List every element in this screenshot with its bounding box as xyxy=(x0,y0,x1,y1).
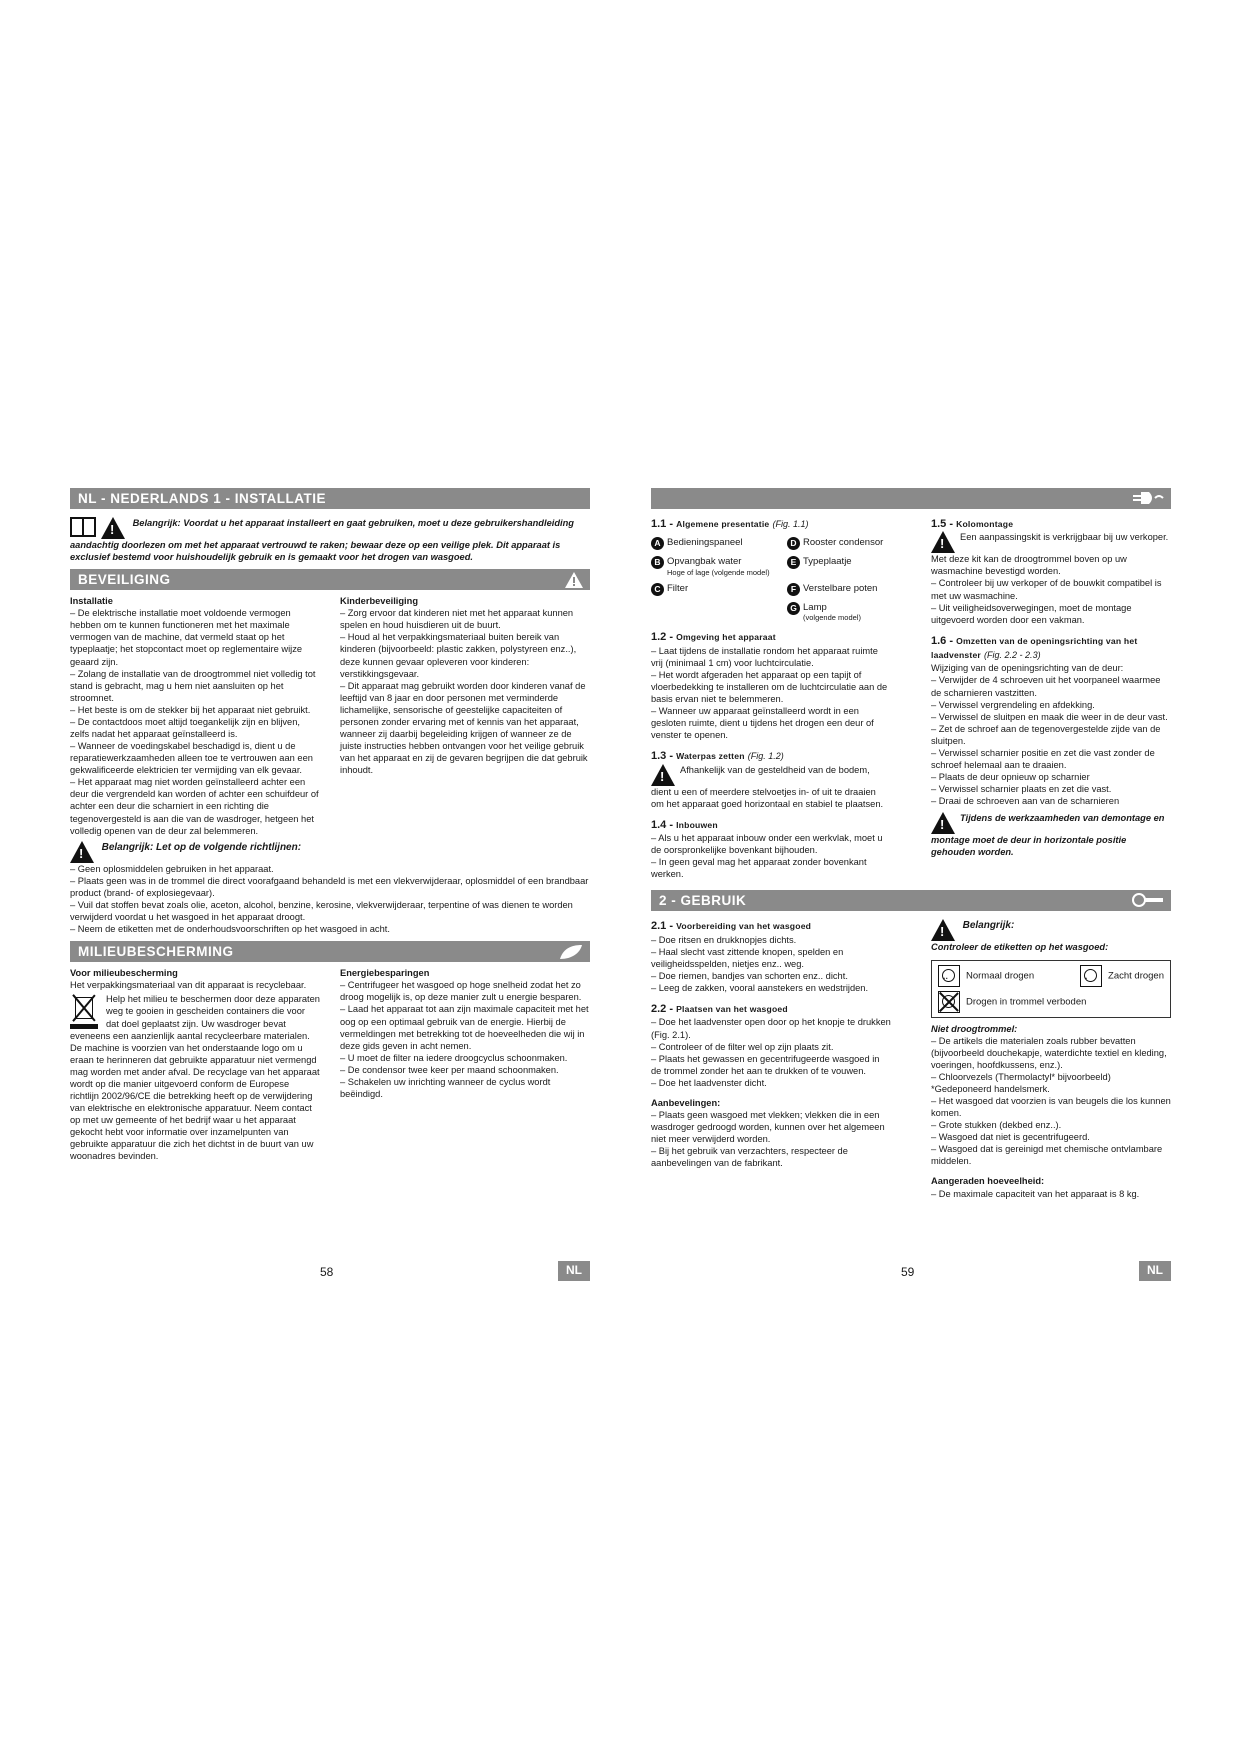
beveiliging-header xyxy=(70,569,590,590)
warning-icon xyxy=(931,919,955,941)
s16-text: Wijziging van de openingsrichting van de deur: – Verwijder de 4 schroeven uit het voorpaneel waarmee de scharnieren vastzitten. – Verwissel vergrendeling en afdekking. – Verwissel de sluitpen en maak die weer in de deur vast. – Zet de schroef aan de tegenovergestelde zijde van de sluitpen. – Verwissel scharnier positie en zet die vast zonder de schroef helemaal aan te draaien. – Plaats de deur opnieuw op scharnier – Verwissel scharnier plaats en zet die vast. – Draai de schroeven aan van de scharnieren xyxy=(931,663,1168,807)
care-symbols xyxy=(931,960,1171,1018)
legend-spacer xyxy=(651,602,781,623)
language-tag: NL xyxy=(558,1261,590,1281)
right-header-bar xyxy=(651,488,1171,509)
aanbevelingen-title: Aanbevelingen: xyxy=(651,1097,721,1108)
legend-item: F Verstelbare poten xyxy=(787,583,907,596)
s21-text: – Doe ritsen en drukknopjes dichts. – Haal slecht vast zittende knopen, spelden en veiligheidsspelden, nietjes enz.. weg. – Doe riemen, bandjes van schorten enz.. dicht. – Leeg de zakken, vooral aanstekers en wedstrijden. xyxy=(651,934,869,994)
richtlijnen-title: Belangrijk: Let op de volgende richtlijnen: xyxy=(101,841,302,853)
right-page xyxy=(651,488,1171,1283)
s15-body: !Een aanpassingskit is verkrijgbaar bij uw verkoper. Met deze kit kan de droogtrommel boven op uw wasmachine bevestigd worden. – Controleer bij uw verkoper of de bouwkit compatibel is met uw wasmachine. – Uit veiligheidsoverwegingen, moet de montage uitgevoerd worden door een vakman. xyxy=(931,531,1171,625)
manual-book-icon xyxy=(70,517,96,537)
s22-title: 2.2 - Plaatsen van het wasgoed xyxy=(651,1003,788,1016)
no-tumble-dry-icon xyxy=(938,991,960,1013)
installatie-text: – De elektrische installatie moet voldoende vermogen hebben om te kunnen functioneren met het maximale vermogen van de machine, dat vermeld staat op het typeplaatje; het stopcontact moet op reglementaire wijze geaard zijn. – Zolang de installatie van de droogtrommel niet volledig tot stand is gebracht, mag u hem niet aansluiten op het stroomnet. – Het beste is om de stekker bij het apparaat niet gebruikt. – De contactdoos moet altijd toegankelijk zijn en blijven, zelfs nadat het apparaat geïnstalleerd is. – Wanneer de voedingskabel beschadigd is, dient u de reparatiewerkzaamheden alleen toe te vertrouwen aan een gekwalificeerde elektricien ter vermijding van elk gevaar. – Het apparaat mag niet worden geïnstalleerd achter een deur die vergrendeld kan worden of achter een schuifdeur of achter een deur die scharniert in een richting die tegenovergesteld is aan die van de wasdroger, hetgeen het volledig openen van de deur zal belemmeren. xyxy=(70,608,319,836)
intro-text: Belangrijk: Voordat u het apparaat installeert en gaat gebruiken, moet u deze gebruikershandleiding aandachtig doorlezen om met het apparaat vertrouwd te raken; bewaar deze op een veilige plek. Dit apparaat is exclusief bestemd voor huishoudelijk gebruik en is gemaakt voor het drogen van wasgoed. xyxy=(70,518,574,563)
hoeveelheid-text: – De maximale capaciteit van het apparaat is 8 kg. xyxy=(931,1188,1140,1199)
gebruik-header xyxy=(651,890,1171,911)
warning-icon xyxy=(931,531,955,553)
normal-dry-icon: ·· xyxy=(938,965,960,987)
legend-item: A Bedieningspaneel xyxy=(651,537,781,550)
verboden-label: Drogen in trommel verboden xyxy=(966,996,1087,1008)
hoeveelheid-title: Aangeraden hoeveelheid: xyxy=(931,1176,1045,1187)
legend-item: E Typeplaatje xyxy=(787,556,907,577)
page-number: 59 xyxy=(901,1265,915,1279)
voor-milieu-subtitle: Voor milieubescherming xyxy=(70,968,178,979)
kinderbeveiliging-text: – Zorg ervoor dat kinderen niet met het apparaat kunnen spelen en houd huisdieren uit de buurt. – Houd al het verpakkingsmateriaal buiten bereik van kinderen (bijvoorbeeld: plastic zakken, polystyreen enz..), deze kunnen gevaar opleveren voor kinderen: verstikkingsgevaar. – Dit apparaat mag gebruikt worden door kinderen vanaf de leeftijd van 8 jaar en door personen met verminderde lichamelijke, sensorische of geestelijke capaciteiten of personen zonder ervaring met of kennis van het apparaat, wanneer zij daarbij begeleiding krijgen of wanneer ze de juiste instructies hebben ontvangen voor het veilige gebruik van het apparaat en zij de gevaren begrijpen die dat gebruik inhoudt. xyxy=(340,608,588,776)
s12-text: – Laat tijdens de installatie rondom het apparaat ruimte vrij (minimaal 1 cm) voor luchtcirculatie. – Het wordt afgeraden het apparaat op een tapijt of vloerbedekking te installeren om de luchtcirculatie aan de basis ervan niet te belemmeren. – Wanneer uw apparaat geïnstalleerd wordt in een gesloten ruimte, dient u tijdens het drogen een deur of venster te openen. xyxy=(651,645,888,741)
milieu-header xyxy=(70,941,590,962)
legend-item: G Lamp (volgende model) xyxy=(787,602,907,623)
warning-header-icon xyxy=(564,571,584,595)
legend-item: B Opvangbak water Hoge of lage (volgende model) xyxy=(651,556,781,577)
beveiliging-body xyxy=(70,590,590,837)
s13-body: !Afhankelijk van de gesteldheid van de bodem, dient u een of meerdere stelvoetjes in- of uit te draaien om het apparaat goed horizontaal en stabiel te plaatsen. xyxy=(651,764,891,810)
s21-title: 2.1 - Voorbereiding van het wasgoed xyxy=(651,920,812,933)
s22-text: – Doe het laadvenster open door op het knopje te drukken (Fig. 2.1). – Controleer of de filter wel op zijn plaats zit. – Plaats het gewassen en gecentrifugeerde wasgoed in de trommel zonder het aan te drukken of te vouwen. – Doe het laadvenster dicht. xyxy=(651,1017,891,1088)
warning-icon xyxy=(70,841,94,863)
page-number: 58 xyxy=(320,1265,334,1279)
language-tag: NL xyxy=(1139,1261,1171,1281)
left-page xyxy=(70,488,590,1283)
niet-text: – De artikels die materialen zoals rubber bevatten (bijvoorbeeld douchekapje, waterdichte textiel en kleding, voeringen, hoofdkussens, enz.). – Chloorvezels (Thermolactyl* bijvoorbeeld) *Gedeponeerd handelsmerk. – Het wasgoed dat voorzien is van beugels die los kunnen komen. – Grote stukken (dekbed enz..). – Wasgoed dat niet is gecentrifugeerd. – Wasgoed dat is gereinigd met chemische ontvlambare middelen. xyxy=(931,1035,1171,1167)
legend-item: C Filter xyxy=(651,583,781,596)
energie-subtitle: Energiebesparingen xyxy=(340,968,430,979)
s15-title: 1.5 - Kolomontage xyxy=(931,518,1014,530)
s12-title: 1.2 - Omgeving het apparaat xyxy=(651,631,776,644)
s16-title: 1.6 - Omzetten van de openingsrichting van het laadvenster (Fig. 2.2 - 2.3) xyxy=(931,634,1138,661)
normaal-label: Normaal drogen xyxy=(966,970,1035,982)
intro-note xyxy=(70,517,590,563)
left-footer xyxy=(70,1261,590,1283)
belangrijk-note: ! Belangrijk: Controleer de etiketten op het wasgoed: xyxy=(931,919,1171,953)
milieu-title: MILIEUBESCHERMING xyxy=(78,944,234,960)
legend-item: D Rooster condensor xyxy=(787,537,907,550)
leaf-icon xyxy=(558,943,584,967)
gentle-dry-icon: · xyxy=(1080,965,1102,987)
warning-icon xyxy=(931,812,955,834)
voor-milieu-text1: Het verpakkingsmateriaal van dit apparaat is recyclebaar. xyxy=(70,980,307,991)
component-legend xyxy=(651,537,891,622)
installatie-subtitle: Installatie xyxy=(70,596,113,607)
gebruik-title: 2 - GEBRUIK xyxy=(659,893,747,909)
voor-milieu-text2: Help het milieu te beschermen door deze apparaten weg te gooien in gescheiden containers die voor dat doel geplaatst zijn. Uw wasdroger bevat eveneens een aanzienlijk aantal recycleerbare materialen. De machine is voorzien van het onderstaande logo om u eraan te herinneren dat gebruikte apparatuur niet vermengd mag worden met ander afval. De recyclage van het apparaat wordt op die manier uitgevoerd conform de Europese richtlijn 2002/96/CE die betrekking heeft op de verwijdering van elektrische en elektronische apparatuur. Neem contact op met uw gemeente of het bedrijf waar u het apparaat gekocht hebt voor informatie over inzamelpunten van gebruikte apparatuur die zich het dichtst in de buurt van uw woonadres bevinden. xyxy=(70,994,320,1162)
s16-warning: !Tijdens de werkzaamheden van demontage en montage moet de deur in horizontale positie gehouden worden. xyxy=(931,812,1171,858)
warning-icon xyxy=(101,517,125,539)
plug-icon xyxy=(1131,490,1165,512)
weee-bin-icon xyxy=(70,993,100,1029)
richtlijnen-note xyxy=(70,841,590,935)
milieu-body xyxy=(70,962,590,1162)
s14-title: 1.4 - Inbouwen xyxy=(651,818,718,831)
energie-text: – Centrifugeer het wasgoed op hoge snelheid zodat het zo droog mogelijk is, op deze manier zult u energie besparen. – Laad het apparaat tot aan zijn maximale capaciteit met het oog op een optimaal gebruik van de energie. Hierbij de vermeldingen met betrekking tot de hoeveelheden die wij in deze gids geven in acht nemen. – U moet de filter na iedere droogcyclus schoonmaken. – De condensor twee keer per maand schoonmaken. – Schakelen uw inrichting wanneer de cyclus wordt beëindigd. xyxy=(340,980,589,1099)
right-footer xyxy=(651,1261,1171,1283)
zacht-label: Zacht drogen xyxy=(1108,970,1164,982)
richtlijnen-text: – Geen oplosmiddelen gebruiken in het apparaat. – Plaats geen was in de trommel die direct voorafgaand behandeld is met een vlekverwijderaar, oplosmiddel of een brandbaar product (brand- of explosiegevaar). – Vuil dat stoffen bevat zoals olie, aceton, alcohol, benzine, kerosine, vlekverwijderaar, terpentine of was dienen te worden verwijderd voordat u het wasgoed in het apparaat droogt. – Neem de etiketten met de onderhoudsvoorschriften op het wasgoed in acht. xyxy=(70,863,589,935)
niet-title: Niet droogtrommel: xyxy=(931,1023,1018,1034)
aanbevelingen-text: – Plaats geen wasgoed met vlekken; vlekken die in een wasdroger gedroogd worden, kunnen over het algemeen niet meer verwijderd worden. – Bij het gebruik van verzachters, respecteer de aanbevelingen van de fabrikant. xyxy=(651,1110,885,1169)
warning-icon xyxy=(651,764,675,786)
beveiliging-title: BEVEILIGING xyxy=(78,572,171,588)
s11-title: 1.1 - Algemene presentatie (Fig. 1.1) xyxy=(651,518,809,530)
s14-text: – Als u het apparaat inbouw onder een werkvlak, moet u de oorspronkelijke bovenkant bijhouden. – In geen geval mag het apparaat zonder bovenkant werken. xyxy=(651,833,883,880)
installatie-header: NL - NEDERLANDS 1 - INSTALLATIE xyxy=(70,488,590,509)
kinderbeveiliging-subtitle: Kinderbeveiliging xyxy=(340,596,419,607)
hand-icon xyxy=(1131,892,1165,914)
s13-title: 1.3 - Waterpas zetten (Fig. 1.2) xyxy=(651,750,784,763)
